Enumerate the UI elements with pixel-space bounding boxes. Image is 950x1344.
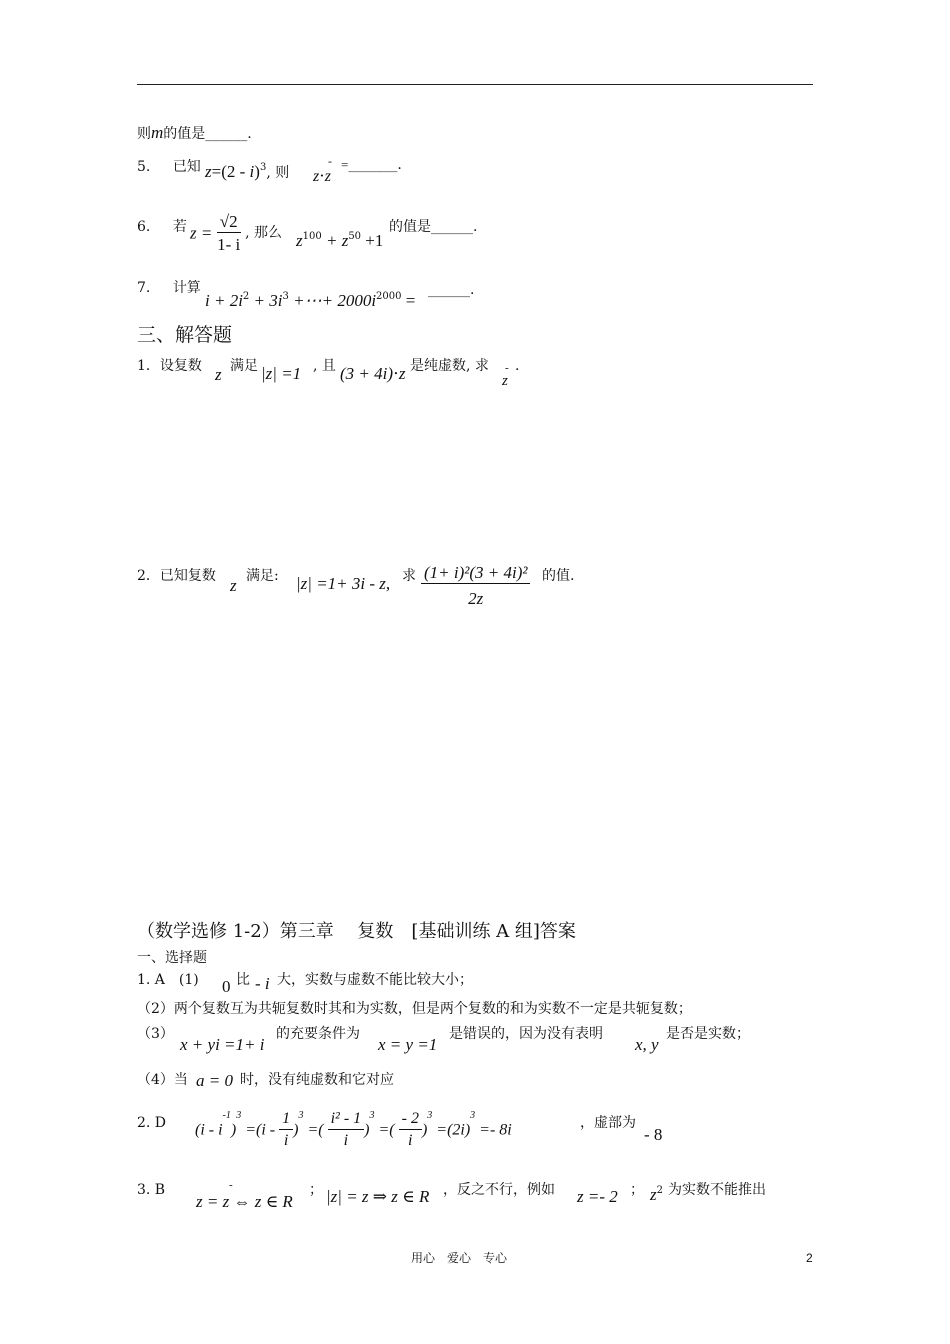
question-6	[137, 220, 187, 234]
math: =- 8i	[475, 1121, 512, 1139]
math: i + 2i	[205, 291, 243, 310]
text: 求	[402, 568, 416, 584]
answer-label: （4）当	[137, 1072, 188, 1088]
numerator: √2	[217, 213, 241, 233]
q5-formula	[205, 163, 289, 180]
text: 满足	[230, 358, 258, 374]
math: z =- 2	[577, 1187, 618, 1206]
text: 比	[236, 972, 250, 988]
denominator: i	[408, 1132, 413, 1150]
text: 的值.	[542, 568, 575, 584]
conjugate-bar: -	[505, 362, 509, 374]
fraction	[328, 1111, 365, 1149]
a3-z2	[650, 1186, 663, 1203]
numerator: (1+ i)²(3 + 4i)²	[421, 564, 530, 584]
math: z	[205, 162, 212, 181]
math: z⋅z	[313, 168, 331, 185]
math: x + yi =1+ i	[180, 1035, 265, 1054]
text: 若	[172, 219, 187, 235]
q5-blank	[341, 158, 402, 172]
text: 计算	[172, 280, 201, 296]
blank: 的值是______.	[389, 219, 478, 235]
math: z =	[190, 223, 213, 243]
math: z	[296, 231, 303, 250]
text: ，反之不行，例如	[443, 1182, 555, 1198]
math: |z| = z ⇒ z ∈ R	[326, 1187, 430, 1206]
answer-label: （3）	[137, 1026, 174, 1042]
math: x, y	[635, 1035, 659, 1054]
math-exponent: -1	[222, 1110, 231, 1121]
math: |z| =1	[261, 364, 302, 383]
math: (3 + 4i)⋅z	[340, 364, 406, 383]
math: =(i -	[241, 1121, 276, 1139]
fraction	[217, 213, 241, 253]
top-line	[137, 124, 252, 141]
text: 是否是实数；	[666, 1026, 750, 1042]
math-exponent: 3	[427, 1110, 433, 1121]
text: 的充要条件为	[276, 1026, 360, 1042]
math-exponent: 3	[236, 1110, 242, 1121]
q6-formula	[190, 213, 282, 253]
conjugate-bar: -	[328, 154, 332, 168]
text: 时，没有纯虚数和它对应	[240, 1072, 394, 1088]
answer-label: 3. B	[137, 1182, 166, 1198]
math-exponent: 50	[348, 231, 362, 242]
math: a = 0	[196, 1071, 233, 1090]
text: ，虚部为	[580, 1115, 636, 1131]
conjugate-bar: -	[229, 1179, 233, 1191]
fraction	[279, 1111, 293, 1149]
text: 已知	[172, 159, 201, 175]
math: )	[293, 1121, 299, 1139]
blank: ______.	[428, 282, 475, 298]
math: =	[401, 291, 416, 310]
math: =	[341, 157, 349, 172]
text: 是纯虚数, 求	[410, 358, 489, 374]
question-number: 5.	[137, 159, 151, 175]
p2-fraction	[421, 564, 530, 607]
math: z	[230, 576, 237, 595]
math: + z	[321, 231, 349, 250]
footer-slogan: 用心 爱心 专心	[411, 1251, 508, 1265]
page-number: 2	[806, 1251, 813, 1265]
math-exponent: 2000	[376, 291, 402, 302]
text: , 且	[313, 358, 336, 374]
math: (i - i	[195, 1121, 223, 1139]
q6-expr	[296, 232, 383, 249]
text: 则	[137, 126, 151, 142]
math: + 3i	[249, 291, 283, 310]
math: =(2 -	[211, 162, 250, 181]
blank: _______.	[348, 157, 402, 173]
text: .	[515, 358, 520, 374]
problem-2	[137, 569, 216, 583]
denominator: i	[283, 1132, 289, 1150]
q7-formula	[205, 292, 415, 309]
math: |z| =1+ 3i - z,	[296, 574, 391, 593]
math-exponent: 100	[302, 231, 322, 242]
math-var-m: m	[151, 123, 164, 142]
problem-number: 1．	[137, 358, 160, 374]
text: 设复数	[159, 358, 202, 374]
math-exponent: 2	[242, 291, 250, 302]
text: 为实数不能推出	[668, 1182, 766, 1198]
math-exponent: 3	[259, 162, 267, 173]
problem-number: 2．	[137, 568, 160, 584]
math: z	[215, 365, 222, 384]
math: - i	[255, 974, 270, 993]
text: , 那么	[245, 225, 282, 241]
answers-title: （数学选修 1-2）第三章 复数 [基础训练 A 组]答案	[137, 921, 576, 942]
numerator: 1	[279, 1111, 293, 1130]
section-title: 三、解答题	[137, 324, 233, 346]
numerator: - 2	[399, 1111, 422, 1130]
math: +1	[361, 231, 384, 250]
denominator: i	[343, 1132, 349, 1150]
text: 已知复数	[159, 568, 216, 584]
q5-expr	[313, 169, 331, 185]
math: z	[502, 373, 508, 389]
fraction	[421, 564, 530, 607]
math: x = y =1	[378, 1035, 438, 1054]
text: 大，实数与虚数不能比较大小；	[277, 972, 473, 988]
question-number: 6.	[137, 219, 151, 235]
text: 的值是______.	[163, 126, 252, 142]
math-exponent: 3	[470, 1110, 476, 1121]
question-5	[137, 160, 201, 174]
denominator: 1- i	[217, 235, 241, 254]
math: i	[249, 162, 255, 181]
header-rule	[137, 84, 813, 85]
text: , 则	[266, 165, 290, 181]
math: =(	[374, 1121, 395, 1139]
math: 0	[222, 977, 231, 996]
math: =(	[303, 1121, 324, 1139]
denominator: 2z	[468, 589, 484, 608]
text: ；	[309, 1182, 323, 1198]
a2-formula	[195, 1111, 512, 1149]
text: 满足:	[246, 568, 279, 584]
question-number: 7.	[137, 280, 151, 296]
fraction	[399, 1111, 422, 1149]
math: )	[364, 1121, 370, 1139]
section-title: 一、选择题	[137, 950, 207, 966]
math: - 8	[644, 1125, 663, 1144]
answer-label: 2. D	[137, 1115, 167, 1131]
math-exponent: 3	[369, 1110, 375, 1121]
numerator: i² - 1	[328, 1111, 365, 1130]
math-exponent: 3	[298, 1110, 304, 1121]
math: z	[650, 1185, 657, 1204]
math: )	[254, 162, 260, 181]
math: +⋯+ 2000i	[288, 291, 377, 310]
math: )	[230, 1121, 237, 1139]
answer-text: （2）两个复数互为共轭复数时其和为实数，但是两个复数的和为实数不一定是共轭复数；	[137, 1001, 692, 1017]
answer-label: 1. A (1)	[137, 972, 199, 988]
math: =(2i)	[432, 1121, 471, 1139]
math-exponent: 3	[282, 291, 289, 302]
text: 是错误的，因为没有表明	[449, 1026, 603, 1042]
math-exponent: 2	[656, 1185, 663, 1196]
question-7	[137, 281, 201, 295]
math: z = z ⇔ z ∈ R	[196, 1192, 293, 1211]
problem-1	[137, 359, 202, 373]
math: )	[421, 1121, 428, 1139]
text: ；	[630, 1182, 644, 1198]
